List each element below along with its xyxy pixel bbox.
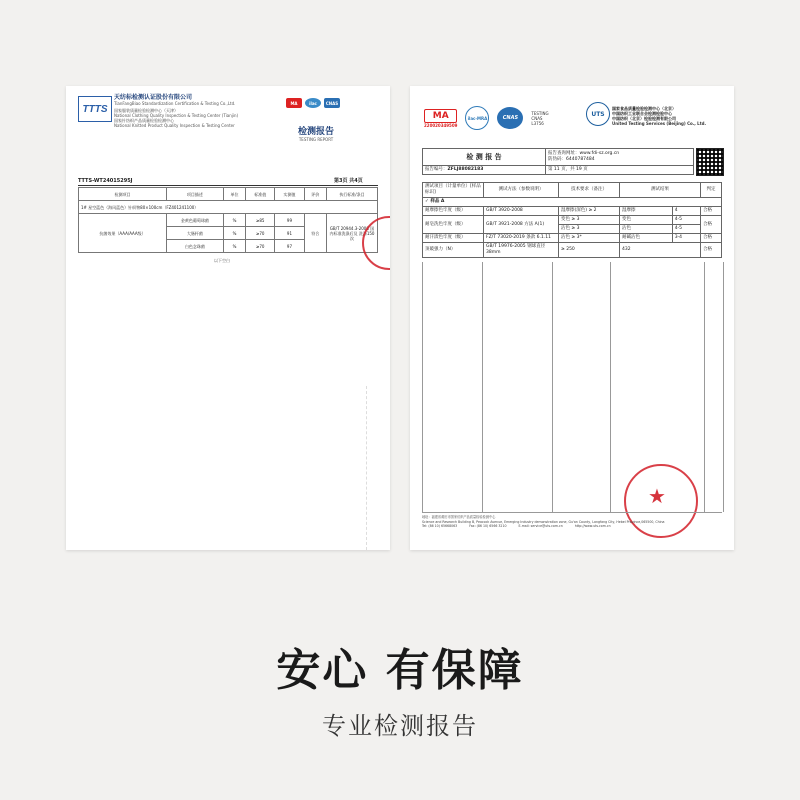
cell-method: GB/T 3920-2008 <box>484 207 559 216</box>
address-en: Science and Research Building B, Peacock Avenue, Emerging Industry demonstration zone, Gu'an County, Langfang City, Hebei Province,065500, China <box>422 519 665 524</box>
right-report-number: ZFLJ88082183 <box>447 167 484 172</box>
sample-row <box>79 201 378 214</box>
left-company-block <box>114 94 284 128</box>
cell-item: 顶破强力（N） <box>423 243 484 258</box>
cell-req: ≥ 250 <box>559 243 620 258</box>
cell-res1: 耐碱沾色 <box>620 234 673 243</box>
cell-unit: % <box>223 240 245 253</box>
report-no-row <box>423 166 694 175</box>
ma-badge: MA <box>286 98 302 108</box>
item-name: 抗菌效果（AAA/AAA级） <box>79 214 167 253</box>
header-rule <box>78 185 378 186</box>
accreditation-badges <box>286 98 340 108</box>
address-cn: 地址：福建省莆田市国家纺织产品质量检验检测中心 <box>422 515 496 519</box>
table-row <box>423 234 722 243</box>
table-header-cell: 技术要求（备注） <box>559 183 620 198</box>
cell-std: ≥85 <box>246 214 275 227</box>
cell-req: 沾色 ≥ 3* <box>559 234 620 243</box>
table-header-cell: 单位 <box>223 188 245 201</box>
cell-res2: 4 <box>672 207 700 216</box>
evaluation: 符合 <box>304 214 326 253</box>
cell-res2: 4-5 <box>672 216 700 225</box>
query-url: www.fdi-sz.org.cn <box>579 151 620 156</box>
right-page-number: 第 11 页，共 19 页 <box>546 166 694 175</box>
grid-line <box>704 262 705 512</box>
ttts-logo: TTTS <box>78 96 112 122</box>
cell-verdict: 合格 <box>701 243 722 258</box>
table-header-cell: 测试项目（计量单位）[样品标识] <box>423 183 484 198</box>
cell-desc: 大肠杆菌 <box>167 227 224 240</box>
cell-desc: 白色念珠菌 <box>167 240 224 253</box>
table-header-cell: 项目描述 <box>167 188 224 201</box>
table-header-cell: 实测值 <box>275 188 304 201</box>
table-header-cell: 测试方法（参数说明） <box>484 183 559 198</box>
table-row <box>423 207 722 216</box>
testing-label: TESTING CNAS L3756 <box>531 110 549 126</box>
ma-badge: MA <box>424 109 457 123</box>
left-report-number: TTTS-WT24015295J <box>78 178 133 184</box>
cell-method: FZ/T 73020-2019 条款 6.1.11 <box>484 234 559 243</box>
center-name-en: United Testing Services (Beijing) Co., Ltd. <box>612 121 707 126</box>
footer-rule <box>422 512 722 513</box>
cell-verdict: 合格 <box>701 216 722 234</box>
sample-row <box>423 198 722 207</box>
cell-res2: 4-5 <box>672 225 700 234</box>
code-label: 防伪码： <box>548 157 566 162</box>
table-header-cell: 测试结果 <box>620 183 701 198</box>
left-report-title <box>284 124 348 142</box>
center2-name-cn: 国家针纺织产品质量检验检测中心 <box>114 118 174 123</box>
cell-res1: 432 <box>620 243 701 258</box>
left-page-number: 第3页 共4页 <box>334 178 363 184</box>
uts-logo: UTS <box>586 102 610 126</box>
right-center-block <box>612 106 728 126</box>
right-badges <box>424 106 555 130</box>
cell-method: GB/T 19976-2005 钢球直径 38mm <box>484 243 559 258</box>
headline: 安心 有保障 <box>276 645 524 696</box>
cnas-badge: CNAS <box>324 98 340 108</box>
cell-req: 沾色 ≥ 3 <box>559 225 620 234</box>
grid-line <box>552 262 553 512</box>
cell-val: 91 <box>275 227 304 240</box>
right-report-title: 检 测 报 告 <box>423 149 546 166</box>
fax: Fax: (86 10) 6566 3210 <box>469 524 507 528</box>
title-row <box>423 149 694 166</box>
right-results-table <box>422 182 722 258</box>
center-name-cn: 国家服装质量检验检测中心（天津） <box>114 108 178 113</box>
right-footer <box>422 515 722 529</box>
cell-req: 变色 ≥ 3 <box>559 216 620 225</box>
ma-badge-block <box>424 109 457 128</box>
cell-res2: 3-4 <box>672 234 700 243</box>
report-no-cell <box>423 166 546 175</box>
standard: GB/T 20944.3-2008 国内标准洗涤后及 洗涤150次 <box>327 214 378 253</box>
grid-line <box>610 262 611 512</box>
left-test-report <box>66 86 390 550</box>
tel: Tel: (86 10) 65668063 <box>422 524 458 528</box>
cell-method: GB/T 3921-2008 方法 A(1) <box>484 216 559 234</box>
table-header-row <box>79 188 378 201</box>
cell-item: 耐摩擦色牢度（级） <box>423 207 484 216</box>
report-title-en: TESTING REPORT <box>298 137 334 142</box>
sample-description: 1# 星空蓝色（海风蓝色）针织物80×100cm（FZ401241100） <box>79 201 378 214</box>
cell-verdict: 合格 <box>701 207 722 216</box>
grid-line <box>482 262 483 512</box>
cell-val: 99 <box>275 214 304 227</box>
cell-val: 97 <box>275 240 304 253</box>
cell-res1: 变色 <box>620 216 673 225</box>
report-title-cn: 检测报告 <box>297 127 334 137</box>
query-label: 报告查询网址： <box>548 151 580 156</box>
ilac-mra-badge: ilac-MRA <box>465 106 489 130</box>
seal-star-icon: ★ <box>648 484 666 508</box>
report-no-label: 报告编号： <box>425 167 448 172</box>
table-row <box>79 214 378 227</box>
company-name-en: TianFangBiao Standardization Certification & Testing Co.,Ltd. <box>114 101 236 106</box>
table-header-cell: 标准值 <box>246 188 275 201</box>
table-row <box>423 216 722 225</box>
center-name-cn-2: 中国纺织工业联合会检测检验中心 <box>612 111 672 116</box>
ma-code: 220020349509 <box>424 122 458 128</box>
cell-res1: 沾色 <box>620 225 673 234</box>
page-crease <box>366 386 375 550</box>
anti-fake-code: 6440787484 <box>566 157 595 162</box>
blank-below-note: 以下空白 <box>214 258 230 263</box>
cell-res1: 湿摩擦 <box>620 207 673 216</box>
cell-verdict: 合格 <box>701 234 722 243</box>
center-name-en: National Clothing Quality Inspection & Testing Center (Tianjin) <box>114 113 239 118</box>
cell-item: 耐汗渍色牢度（级） <box>423 234 484 243</box>
left-results-table <box>78 187 378 253</box>
cell-item: 耐皂洗色牢度（级） <box>423 216 484 234</box>
cell-req: 湿摩擦(深色) ≥ 2 <box>559 207 620 216</box>
table-header-cell: 判定 <box>701 183 722 198</box>
center2-name-en: National Knitted Product Quality Inspection & Testing Center <box>114 123 235 128</box>
email: E-mail: service@uts.com.cn <box>518 524 563 528</box>
qr-code <box>696 148 724 176</box>
table-header-cell: 检测项目 <box>79 188 167 201</box>
table-header-cell: 评价 <box>304 188 326 201</box>
right-test-report <box>410 86 734 550</box>
right-report-head-table <box>422 148 694 175</box>
cnas-badge: CNAS <box>497 107 523 129</box>
company-name-cn: 天纺标检测认证股份有限公司 <box>114 94 193 101</box>
table-row <box>423 243 722 258</box>
table-header-row <box>423 183 722 198</box>
cell-std: ≥70 <box>246 240 275 253</box>
cell-std: ≥70 <box>246 227 275 240</box>
query-cell <box>546 149 694 166</box>
contact-line <box>422 524 722 529</box>
code-line <box>548 157 691 163</box>
center-name-cn-3: 中国纺织（北京）检验检测有限公司 <box>612 116 676 121</box>
website: http://www.uts.com.cn <box>574 524 611 528</box>
subline: 专业检测报告 <box>322 712 478 740</box>
center-name-cn: 国家食品质量检验检测中心（北京） <box>612 106 676 111</box>
table-header-cell: 执行标准/条目 <box>327 188 378 201</box>
cell-unit: % <box>223 214 245 227</box>
cell-desc: 金黄色葡萄球菌 <box>167 214 224 227</box>
ilac-badge: ilac <box>305 98 321 108</box>
cell-unit: % <box>223 227 245 240</box>
sample-label: ✓ 样品 A <box>423 198 722 207</box>
